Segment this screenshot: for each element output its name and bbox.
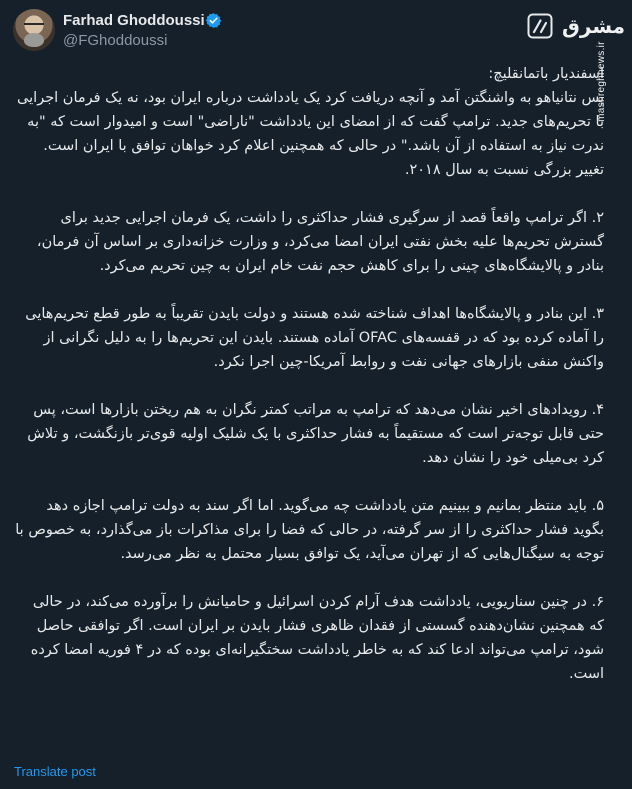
tweet-text [14,62,604,686]
tweet-paragraph: ۳. این بنادر و پالایشگاه‌ها اهداف شناخته شده هستند و دولت بایدن تقریباً به طور قطع تحریم‌هایی را آماده کرده بود که در قفسه‌های OFAC آماده هستند. بایدن این تحریم‌ها را به دلیل نگرانی از واکنش منفی بازارهای جهانی نفت و روابط آمریکا-چین اجرا نکرد. [25,306,604,370]
avatar[interactable] [13,9,55,51]
translate-post-link[interactable]: Translate post [14,764,96,779]
verified-badge-icon [205,12,222,29]
tweet-paragraph: ۴. رویدادهای اخیر نشان می‌دهد که ترامپ به مراتب کمتر نگران به هم ریختن بازارها است، پس حتی قابل توجه‌تر است که مستقیماً به فشار حداکثری با یک شلیک اولیه قوی‌تر بازنگشت، و تلاش کرد بی‌میلی خود را نشان دهد. [27,402,604,466]
tweet-paragraph: اسفندیار باتمانقلیچ: پس نتانیاهو به واشنگتن آمد و آنچه دریافت کرد یک یادداشت درباره ایران بود، نه یک فرمان اجرایی با تحریم‌های جدید. ترامپ گفت که از امضای این یادداشت "ناراضی" است و امیدوار است که "به ندرت نیاز به استفاده از آن باشد." در حالی که همچنین اعلام کرد خواهان توافق با ایران است. تغییر بزرگی نسبت به سال ۲۰۱۸. [17,66,604,178]
tweet-paragraph: ۶. در چنین سناریویی، یادداشت هدف آرام کردن اسرائیل و حامیانش را برآورده می‌کند، در حالی که همچنین نشان‌دهنده گسستی از فقدان ظاهری فشار بایدن بر ایران است. اگر توافقی حاصل شود، ترامپ می‌تواند ادعا کند که به خاطر یادداشت سختگیرانه‌ای بوده که در ۴ فوریه امضا کرده است. [30,594,604,682]
tweet-paragraph: ۵. باید منتظر بمانیم و ببینیم متن یادداشت چه می‌گوید. اما اگر سند به دولت ترامپ اجازه دهد بگوید فشار حداکثری را از سر گرفته، در حالی که فضا را برای مذاکرات باز می‌گذارد، به خصوص با توجه به سیگنال‌هایی که از تهران می‌آید، یک توافق بسیار محتمل به نظر می‌رسد. [15,498,604,562]
grok-icon[interactable] [527,13,553,39]
avatar-beard [24,33,44,47]
author-handle[interactable]: @FGhoddoussi [63,32,168,49]
author-name[interactable]: Farhad Ghoddoussi [63,12,205,29]
watermark-logo: مشرق [562,14,626,38]
tweet-header [0,0,632,60]
watermark-site-text: mashreghnews.ir [595,41,607,122]
tweet-paragraph: ۲. اگر ترامپ واقعاً قصد از سرگیری فشار حداکثری را داشت، یک فرمان اجرایی جدید برای گسترش تحریم‌ها علیه بخش نفتی ایران امضا می‌کرد، و وزارت خزانه‌داری بر اساس آن فرمان، بنادر و پالایشگاه‌های چینی را برای کاهش حجم نفت خام ایران به چین تحریم می‌کرد. [36,210,604,274]
avatar-glasses [24,23,44,29]
